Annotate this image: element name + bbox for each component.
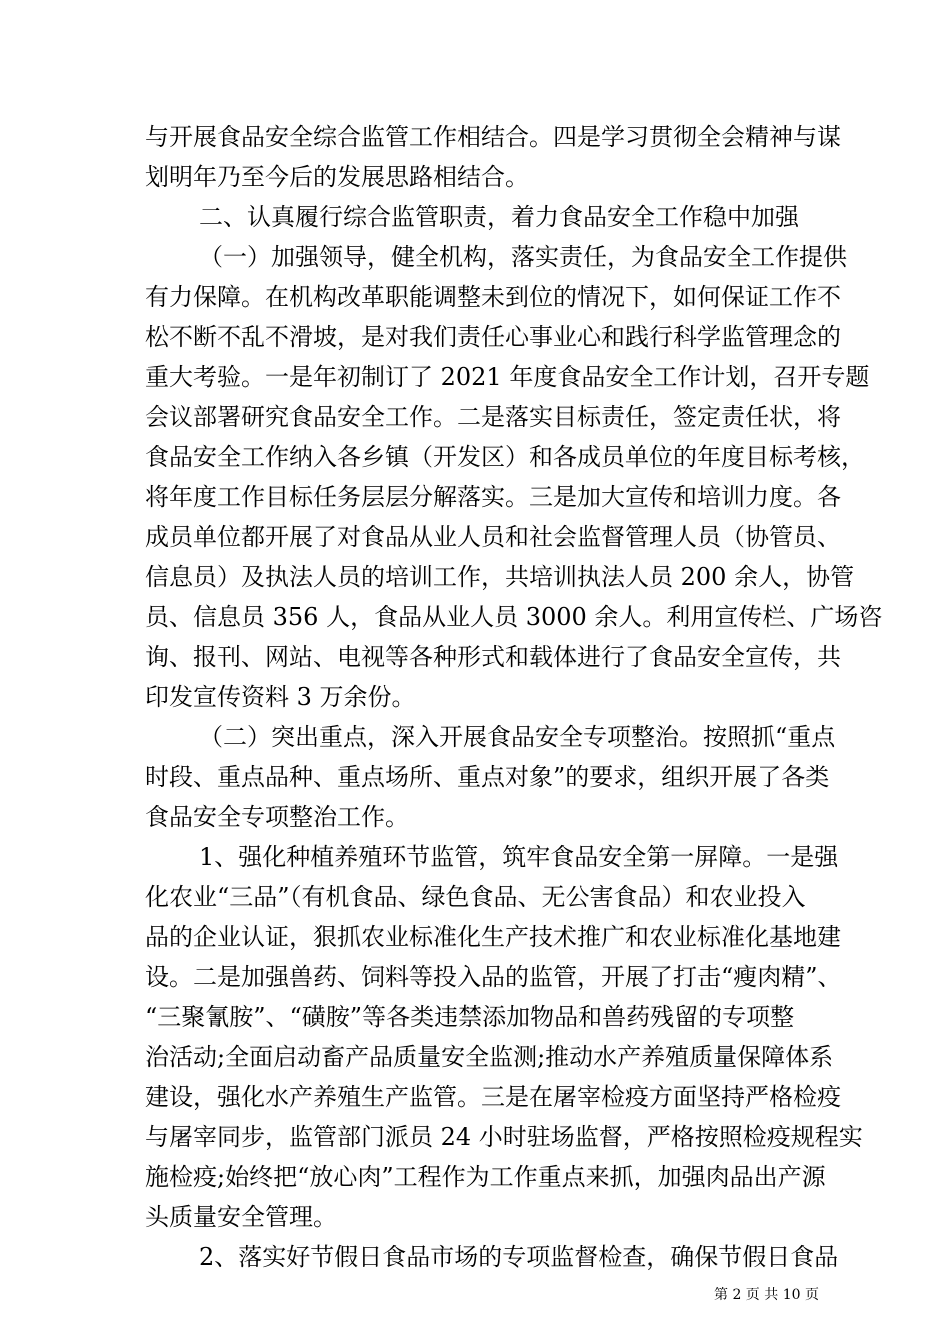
body-line-29: 2、落实好节假日食品市场的专项监督检查，确保节假日食品: [199, 1243, 839, 1271]
body-line-5: 有力保障。在机构改革职能调整未到位的情况下，如何保证工作不: [145, 283, 841, 311]
body-line-4: （一）加强领导，健全机构，落实责任，为食品安全工作提供: [199, 243, 847, 271]
body-line-1: 与开展食品安全综合监管工作相结合。四是学习贯彻全会精神与谋: [145, 123, 841, 151]
body-line-24: 治活动;全面启动畜产品质量安全监测;推动水产养殖质量保障体系: [145, 1043, 834, 1071]
body-line-27: 施检疫;始终把“放心肉”工程作为工作重点来抓，加强肉品出产源: [145, 1163, 826, 1191]
body-line-15: 印发宣传资料 3 万余份。: [145, 683, 416, 711]
body-line-9: 食品安全工作纳入各乡镇（开发区）和各成员单位的年度目标考核，: [145, 443, 865, 471]
body-line-6: 松不断不乱不滑坡，是对我们责任心事业心和践行科学监管理念的: [145, 323, 841, 351]
body-line-14: 询、报刊、网站、电视等各种形式和载体进行了食品安全宣传，共: [145, 643, 841, 671]
body-line-25: 建设，强化水产养殖生产监管。三是在屠宰检疫方面坚持严格检疫: [145, 1083, 841, 1111]
body-line-21: 品的企业认证，狠抓农业标准化生产技术推广和农业标准化基地建: [145, 923, 841, 951]
section-heading: 二、认真履行综合监管职责，着力食品安全工作稳中加强: [199, 203, 799, 231]
body-line-16: （二）突出重点，深入开展食品安全专项整治。按照抓“重点: [199, 723, 836, 751]
body-line-23: “三聚氰胺”、“磺胺”等各类违禁添加物品和兽药残留的专项整: [145, 1003, 795, 1031]
body-line-10: 将年度工作目标任务层层分解落实。三是加大宣传和培训力度。各: [145, 483, 841, 511]
body-line-22: 设。二是加强兽药、饲料等投入品的监管，开展了打击“瘦肉精”、: [145, 963, 842, 991]
body-line-19: 1、强化种植养殖环节监管，筑牢食品安全第一屏障。一是强: [199, 843, 839, 871]
body-line-8: 会议部署研究食品安全工作。二是落实目标责任，签定责任状，将: [145, 403, 841, 431]
body-line-26: 与屠宰同步，监管部门派员 24 小时驻场监督，严格按照检疫规程实: [145, 1123, 863, 1151]
page-footer: 第 2 页 共 10 页: [714, 1287, 819, 1303]
body-line-2: 划明年乃至今后的发展思路相结合。: [145, 163, 529, 191]
body-line-7: 重大考验。一是年初制订了 2021 年度食品安全工作计划，召开专题: [145, 363, 870, 391]
body-line-18: 食品安全专项整治工作。: [145, 803, 409, 831]
body-line-11: 成员单位都开展了对食品从业人员和社会监督管理人员（协管员、: [145, 523, 841, 551]
body-line-17: 时段、重点品种、重点场所、重点对象”的要求，组织开展了各类: [145, 763, 830, 791]
body-line-12: 信息员）及执法人员的培训工作，共培训执法人员 200 余人，协管: [145, 563, 855, 591]
body-line-13: 员、信息员 356 人，食品从业人员 3000 余人。利用宣传栏、广场咨: [145, 603, 883, 631]
body-line-20: 化农业“三品”（有机食品、绿色食品、无公害食品）和农业投入: [145, 883, 806, 911]
body-line-28: 头质量安全管理。: [145, 1203, 337, 1231]
